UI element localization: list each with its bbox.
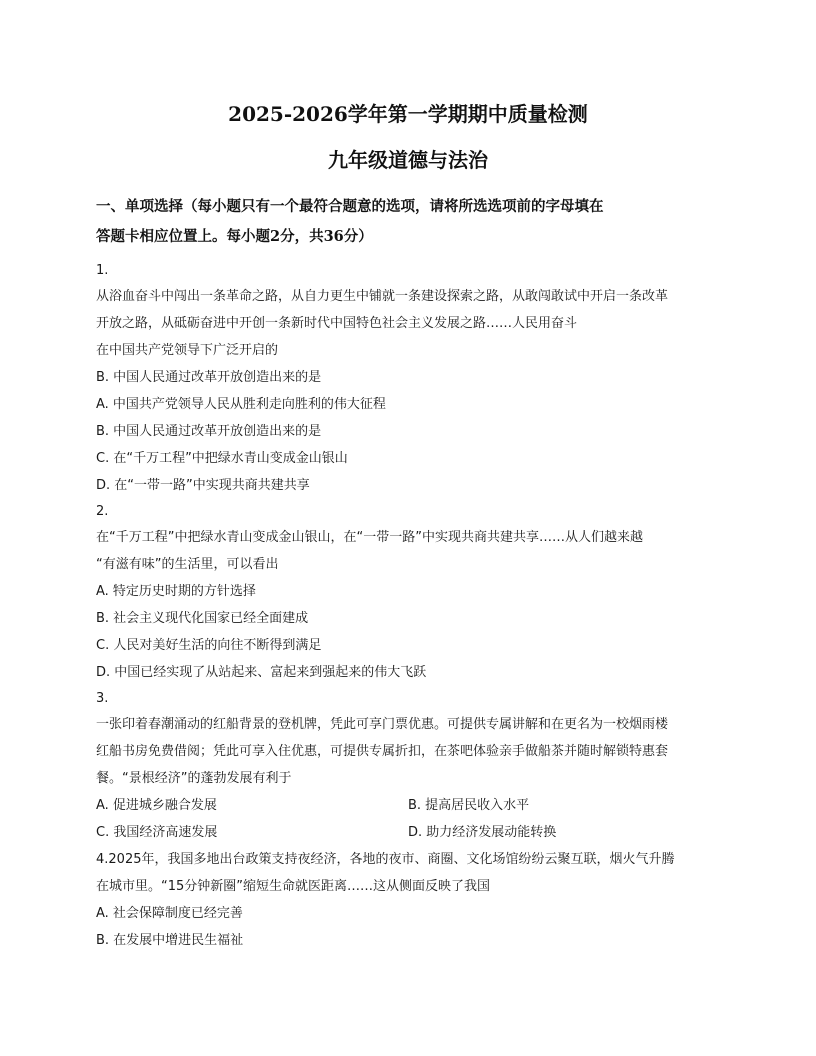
section-heading-line1: 一、单项选择（每小题只有一个最符合题意的选项，请将所选选项前的字母填在	[96, 198, 604, 215]
question-number: 1.	[96, 263, 109, 278]
option-a: A. 中国共产党领导人民从胜利走向胜利的伟大征程	[96, 397, 386, 412]
option-a: A. 社会保障制度已经完善	[96, 906, 243, 921]
option-d: D. 在“一带一路”中实现共商共建共享	[96, 478, 310, 493]
question-stem-line: 在城市里。“15分钟新圈”缩短生命就医距离……这从侧面反映了我国	[96, 879, 491, 894]
question-stem-line: B. 中国人民通过改革开放创造出来的是	[96, 370, 322, 385]
question-stem-line: 4.2025年，我国多地出台政策支持夜经济，各地的夜市、商圈、文化场馆纷纷云聚互联，烟火气升腾	[96, 852, 675, 867]
option-a: A. 促进城乡融合发展	[96, 798, 217, 813]
exam-title: 2025-2026学年第一学期期中质量检测	[228, 102, 588, 126]
option-c: C. 我国经济高速发展	[96, 825, 218, 840]
question-stem-line: 红船书房免费借阅；凭此可享入住优惠，可提供专属折扣，在茶吧体验亲手做船茶并随时解锁特惠套	[96, 744, 669, 759]
option-d: D. 中国已经实现了从站起来、富起来到强起来的伟大飞跃	[96, 665, 427, 680]
question-stem-line: 餐。“景根经济”的蓬勃发展有利于	[96, 771, 292, 786]
option-b: B. 在发展中增进民生福祉	[96, 933, 244, 948]
question-stem-line: 在中国共产党领导下广泛开启的	[96, 343, 279, 358]
option-b: B. 社会主义现代化国家已经全面建成	[96, 611, 309, 626]
question-number: 2.	[96, 504, 109, 519]
option-c: C. 在“千万工程”中把绿水青山变成金山银山	[96, 451, 348, 466]
section-heading-line2: 答题卡相应位置上。每小题2分，共36分）	[96, 228, 373, 245]
question-stem-line: 一张印着春潮涌动的红船背景的登机牌，凭此可享门票优惠。可提供专属讲解和在更名为一校烟雨楼	[96, 717, 669, 732]
option-b: B. 提高居民收入水平	[408, 798, 530, 813]
question-stem-line: 从浴血奋斗中闯出一条革命之路，从自力更生中铺就一条建设探索之路，从敢闯敢试中开启一条改革	[96, 289, 669, 304]
question-stem-line: 开放之路，从砥砺奋进中开创一条新时代中国特色社会主义发展之路……人民用奋斗	[96, 316, 578, 331]
option-b: B. 中国人民通过改革开放创造出来的是	[96, 424, 322, 439]
option-c: C. 人民对美好生活的向往不断得到满足	[96, 638, 322, 653]
option-d: D. 助力经济发展动能转换	[408, 825, 557, 840]
exam-subtitle: 九年级道德与法治	[328, 148, 488, 172]
question-number: 3.	[96, 691, 109, 706]
question-stem-line: “有滋有味”的生活里，可以看出	[96, 557, 279, 572]
option-a: A. 特定历史时期的方针选择	[96, 584, 256, 599]
question-stem-line: 在“千万工程”中把绿水青山变成金山银山，在“一带一路”中实现共商共建共享……从人们越来越	[96, 530, 643, 545]
